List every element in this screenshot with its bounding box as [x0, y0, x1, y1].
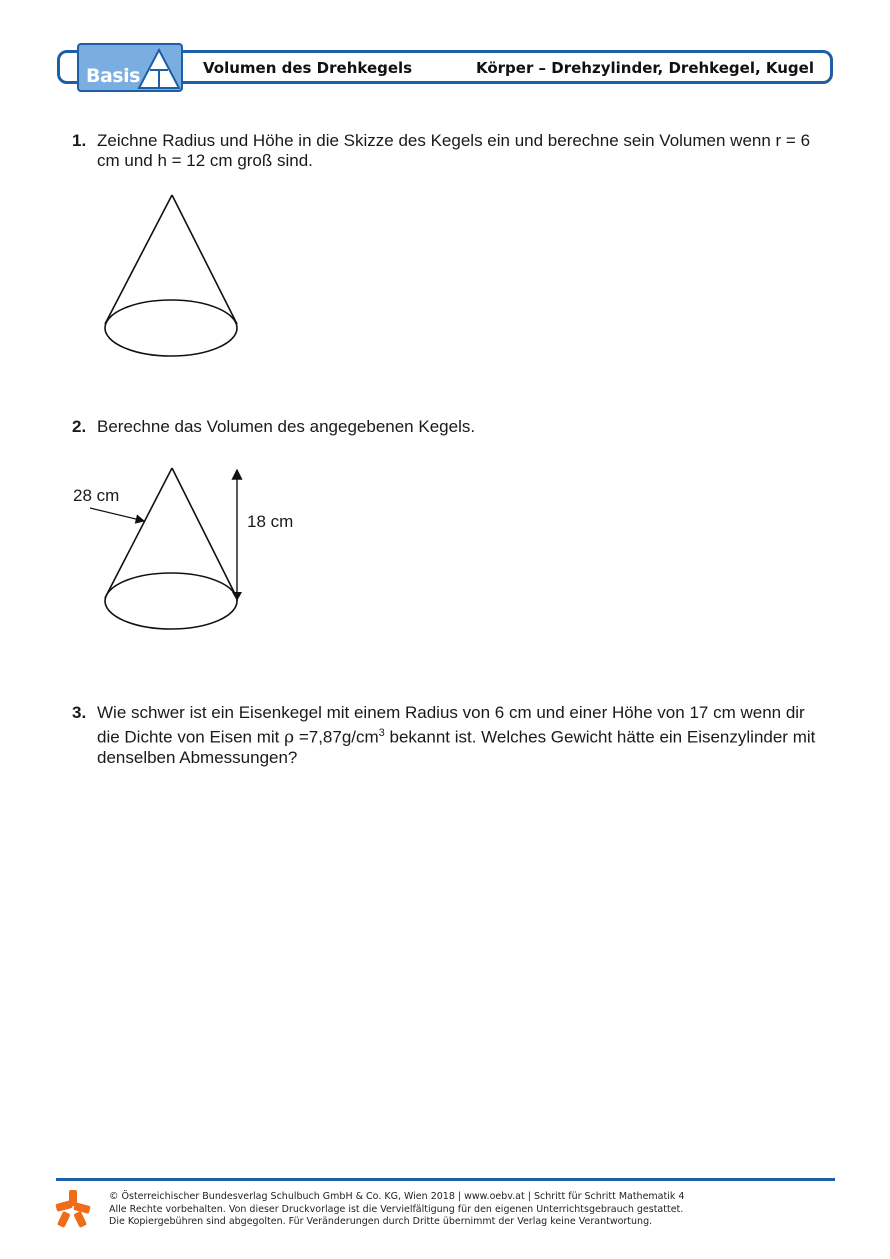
level-badge: [77, 43, 183, 92]
task-text: [97, 703, 832, 768]
footer-copyright: [109, 1191, 684, 1229]
task-number: 2.: [72, 417, 87, 436]
footer-line-1: © Österreichischer Bundesverlag Schulbuch GmbH & Co. KG, Wien 2018 | www.oebv.at | Schritt für Schritt Mathematik 4: [109, 1191, 685, 1202]
footer-line-3: Die Kopiergebühren sind abgegolten. Für Veränderungen durch Dritte übernimmt der Verlag keine Verantwortung.: [109, 1216, 653, 1227]
slant-height-label: 28 cm: [73, 486, 120, 505]
superscript: 3: [378, 727, 385, 739]
task-number: 1.: [72, 131, 87, 150]
task-text: Berechne das Volumen des angegebenen Kegels.: [97, 417, 476, 436]
height-label: 18 cm: [247, 512, 294, 531]
cone-side-left: [105, 195, 172, 324]
footer-line-2: Alle Rechte vorbehalten. Von dieser Druckvorlage ist die Vervielfältigung für den eigenen Unterrichtsgebrauch gestattet.: [109, 1203, 684, 1215]
cone-side-right: [172, 195, 237, 324]
badge-label: Basis: [86, 65, 140, 87]
worksheet-topic: Körper – Drehzylinder, Drehkegel, Kugel: [475, 59, 814, 77]
cone-base: [105, 300, 237, 356]
height-arrow-bottom: [232, 592, 242, 601]
task-text-part: =7,87g/cm: [294, 727, 379, 747]
publisher-logo-icon: [54, 1188, 92, 1228]
task-text-part: bekannt ist. Welches Gewicht hätte ein Eisenzylinder mit denselben Abmessungen?: [97, 727, 816, 767]
task-number: 3.: [72, 703, 87, 722]
worksheet-title: Volumen des Drehkegels: [203, 59, 413, 77]
cone-figure-1: [100, 190, 245, 362]
cone-base: [105, 573, 237, 629]
task-text-part: Wie schwer ist ein Eisenkegel mit einem Radius von 6 cm und einer Höhe von 17 cm wenn dir die Dichte von Eisen mit: [97, 703, 805, 747]
density-symbol: ρ: [284, 727, 295, 748]
level-triangle-icon: [137, 48, 181, 90]
task-text: Zeichne Radius und Höhe in die Skizze des Kegels ein und berechne sein Volumen wenn r = 6 cm und h = 12 cm groß sind.: [97, 131, 811, 170]
footer-rule: [56, 1178, 835, 1181]
slant-pointer-arrow: [90, 508, 144, 521]
cone-side-right: [172, 468, 237, 598]
